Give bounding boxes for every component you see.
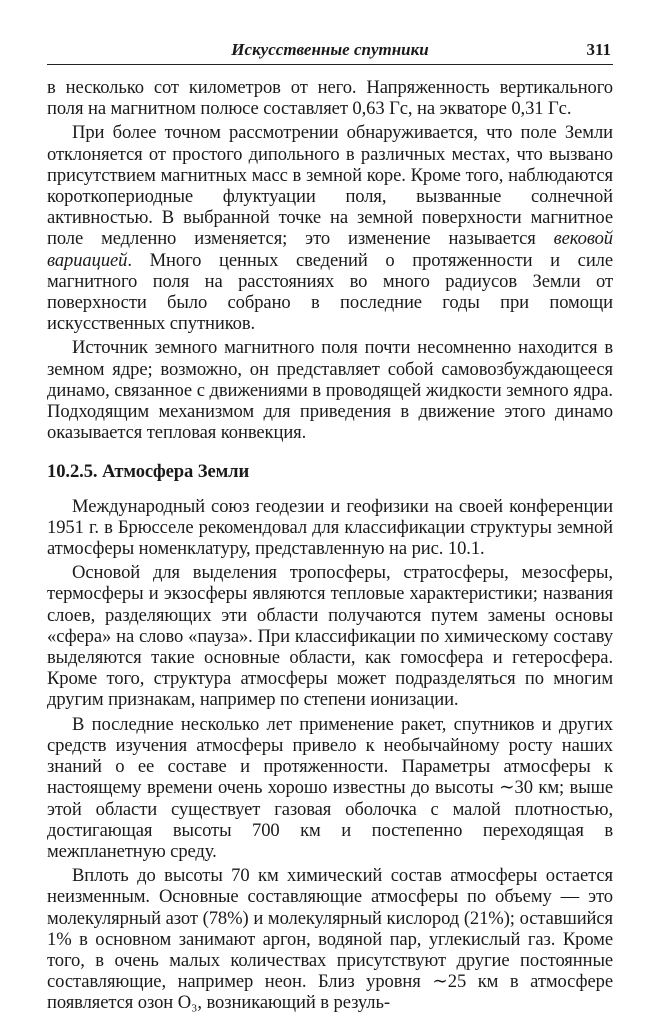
paragraph-4: Международный союз геодезии и геофизики на своей конференции 1951 г. в Брюсселе рекомендовал для классификации структуры земной атмосферы номенклатуру, представленную на рис. 10.1. [47,495,613,560]
page-header [47,38,613,65]
running-title: Искусственные спутники [231,40,429,59]
section-heading: 10.2.5. Атмосфера Земли [47,461,250,483]
paragraph-3: Источник земного магнитного поля почти несомненно находится в земном ядре; возможно, он представляет собой самовозбуждающееся динамо, связанное с движениями в проводящей жидкости земного ядра. Подходящим механизмом для приведения в движение этого динамо оказывается тепловая конвекция. [47,337,613,444]
page-number: 311 [586,40,611,59]
term-emphasis: вековой вариацией [47,228,613,271]
paragraph-2-text-start: При более точном рассмотрении обнаруживается, что поле Земли отклоняется от простого дипольного в различных местах, что вызвано присутствием магнитных масс в земной коре. Кроме того, наблюдаются короткопериодные флуктуации поля, вызванные солнечной активностью. В выбранной точке на земной поверхности магнитное поле медленно изменяется; это изменение называется [47,122,613,250]
paragraph-2 [47,122,613,334]
paragraph-2-text-end: . Много ценных сведений о протяженности и силе магнитного поля на расстояниях во много радиусов Земли от поверхности было собрано в последние годы при помощи искусственных спутников. [47,249,613,335]
paragraph-5: Основой для выделения тропосферы, стратосферы, мезосферы, термосферы и экзосферы являются тепловые характеристики; названия слоев, разделяющих эти области получаются путем замены основы «сфера» на слово «пауза». При классификации по химическому составу выделяются такие основные области, как гомосфера и гетеросфера. Кроме того, структура атмосферы может подразделяться по многим другим признакам, например по степени ионизации. [47,562,613,711]
paragraph-1: в несколько сот километров от него. Напряженность вертикального поля на магнитном полюсе составляет 0,63 Гс, на экваторе 0,31 Гс. [47,77,613,120]
paragraph-7: Вплоть до высоты 70 км химический состав атмосферы остается неизменным. Основные составляющие атмосферы по объему — это молекулярный азот (78%) и молекулярный кислород (21%); оставшийся 1% в основном занимают аргон, водяной пар, углекислый газ. Кроме того, в очень малых количествах присутствуют другие постоянные составляющие, например неон. Близ уровня ∼25 км в атмосфере появляется озон O₃, возникающий в резуль- [47,865,613,1014]
paragraph-6: В последние несколько лет применение ракет, спутников и других средств изучения атмосферы привело к необычайному росту наших знаний о ее составе и протяженности. Параметры атмосферы к настоящему времени очень хорошо известны до высоты ∼30 км; выше этой области существует газовая оболочка с малой плотностью, достигающая высоты 700 км и постепенно переходящая в межпланетную среду. [47,713,613,862]
page-body [47,77,613,1017]
